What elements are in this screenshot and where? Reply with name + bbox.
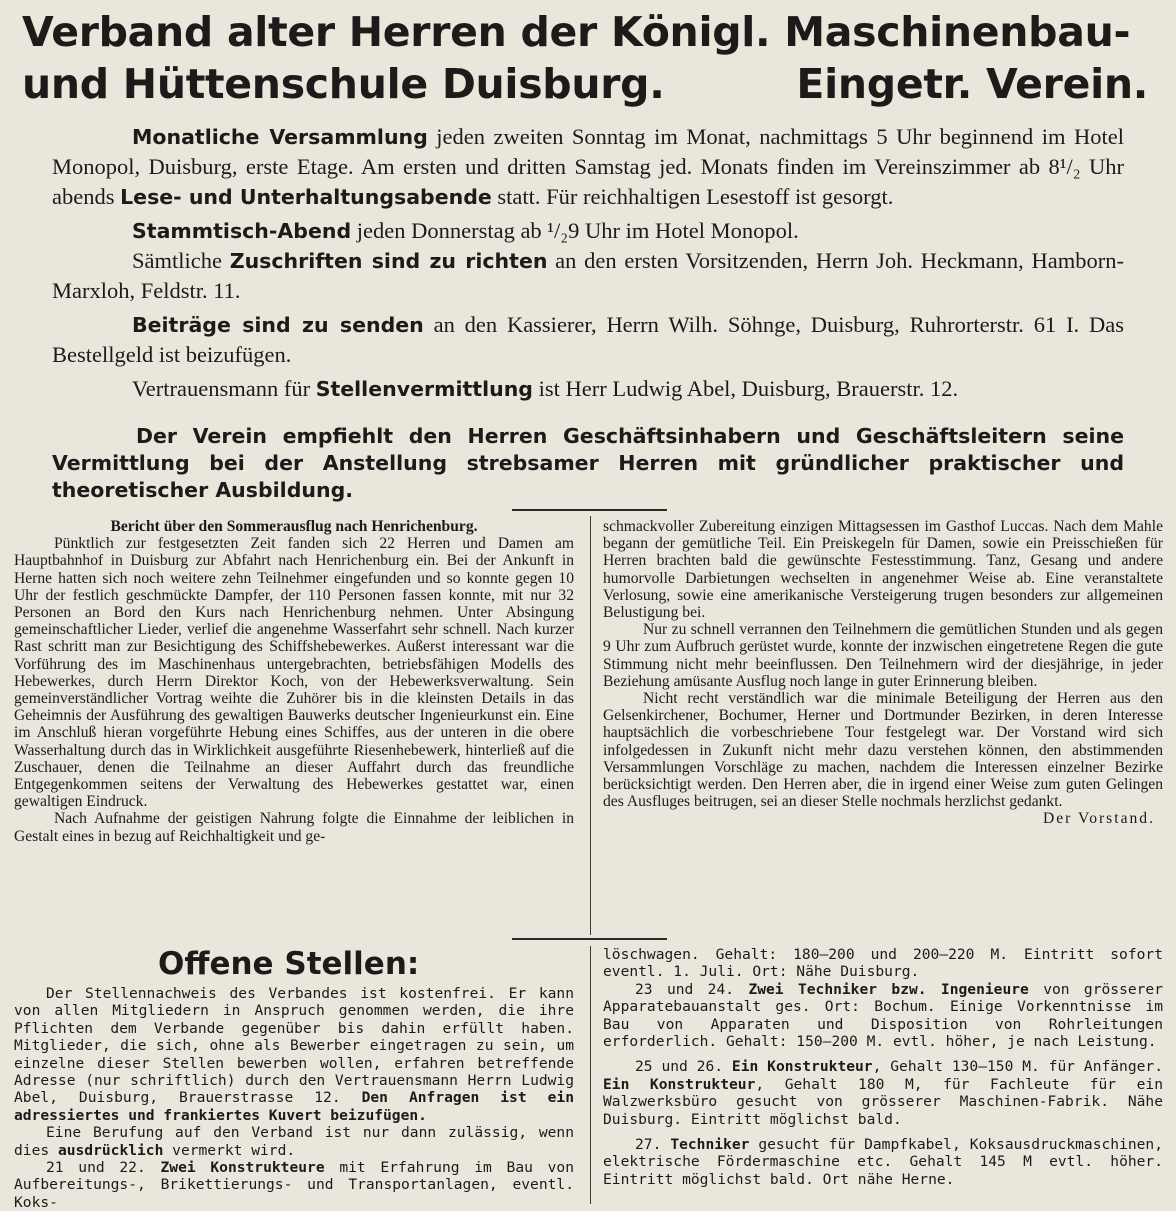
text: , Gehalt 130—150 M. für Anfänger. — [872, 1058, 1163, 1076]
offene-job-23-24 — [603, 981, 1163, 1051]
section-divider — [512, 938, 667, 940]
bold-text: Den Anfragen ist ein adressiertes und frankiertes Kuvert beizufügen. — [14, 1089, 574, 1124]
report-paragraph: Pünktlich zur festgesetzten Zeit fanden sich 22 Herren und Damen am Hauptbahnhof in Duisburg zur Abfahrt nach Henrichenburg ein. Bei der Ankunft in Herne hatten sich noch weitere zehn Teilnehmer eingefunden und so konnte gegen 10 Uhr der festlich geschmückte Dampfer, der 110 Personen fassen konnte, mit nur 32 Personen an Bord den Kurs nach Henrichenburg nehmen. Unter Absingung gemeinschaftlicher Lieder, verlief die angenehme Wasserfahrt sehr schnell. Nach kurzer Rast schritt man zur Besichtigung des Schiffshebewerkes. Außerst interessant war die Vorführung des im Maschinenhaus untergebrachten, betriebsfähigen Modells des Hebewerkes, durch Herrn Direktor Koch, von der Hebewerksverwaltung. Sein gemeinverständlicher Vortrag weihte die Zuhörer bis in die kleinsten Details in das Geheimnis der Ausführung des gewaltigen Bauwerks deutscher Ingenieurkunst ein. Eine im Anschluß hieran vorgeführte Hebung eines Schiffes, aus der unteren in die obere Wasserhaltung durch das in Wirklichkeit ausgeführte Riesenhebewerk, hinterließ auf die Zuschauer, denen die Teilnahme an dieser Auffahrt durch das freundliche Entgegenkommen seitens der Verwaltung des Hebewerkes gestattet war, einen gewaltigen Eindruck. — [14, 535, 574, 811]
text: , Gehalt 180 M, für Fachleute für ein Walzwerksbüro gesucht von grösserer Maschinen-Fabrik. Nähe Duisburg. Eintritt möglichst bald. — [603, 1075, 1163, 1128]
text: ist Herr Ludwig Abel, Duisburg, Brauerstr. 12. — [532, 376, 959, 401]
text: Eine Berufung auf den Verband ist nur dann zulässig, wenn dies — [14, 1124, 574, 1159]
report-signature: Der Vorstand. — [1042, 810, 1155, 828]
bold-text: ausdrücklich — [57, 1141, 164, 1159]
text: vermerkt wird. — [163, 1141, 296, 1159]
report-left-column — [14, 518, 574, 845]
text: jeden zweiten Sonntag im Monat, nachmittags 5 Uhr beginnend im Hotel Monopol, Duisburg, erste Etage. Am ersten und dritten Samstag jed. Monats finden im Vereinszimmer ab 8¹/₂ Uhr abends — [52, 124, 1124, 209]
title-line-2 — [22, 58, 1162, 110]
bold-text: Ein Konstrukteur — [603, 1075, 756, 1093]
text: gesucht für Dampfkabel, Koksausdruckmaschinen, elektrische Fördermaschine etc. Gehalt 145 M evtl. höher. Eintritt möglichst bald. Ort nähe Herne. — [603, 1136, 1163, 1188]
offene-stellen-heading: Offene Stellen: — [158, 946, 420, 982]
text: Vertrauensmann für — [132, 376, 316, 401]
text: an den Kassierer, Herrn Wilh. Söhnge, Duisburg, Ruhrorterstr. 61 I. Das Bestellgeld ist beizufügen. — [52, 312, 1124, 367]
text: statt. Für reichhaltigen Lesestoff ist gesorgt. — [491, 184, 894, 209]
column-divider — [590, 946, 591, 1204]
offene-paragraph — [14, 1124, 574, 1159]
text: 21 und 22. — [46, 1159, 161, 1177]
bold-text: Techniker — [670, 1136, 750, 1154]
intro-section — [52, 122, 1124, 404]
bold-stammtisch: Stammtisch-Abend — [132, 219, 352, 243]
offene-left-column — [14, 985, 574, 1211]
bold-text: Ein Konstrukteur — [731, 1058, 873, 1076]
offene-job-21-22-cont: löschwagen. Gehalt: 180—200 und 200—220 M. Eintritt sofort eventl. 1. Juli. Ort: Nähe Duisburg. — [603, 946, 1163, 981]
report-paragraph: schmackvoller Zubereitung einzigen Mittagsessen im Gasthof Luccas. Nach dem Mahle begann der gemütliche Teil. Ein Preiskegeln für Damen, sowie ein Preisschießen für Herren brachten bald die gewünschte Festesstimmung. Tanz, Gesang und andere humorvolle Darbietungen wechselten in angenehmer Weise ab. Eine veranstaltete Verlosung, sowie eine amerikanische Versteigerung trugen besonders zur allgemeinen Belustigung bei. — [603, 518, 1163, 622]
text: Sämtliche — [132, 248, 230, 273]
report-paragraph: Nach Aufnahme der geistigen Nahrung folgte die Einnahme der leiblichen in Gestalt eines in bezug auf Reichhaltigkeit und ge- — [14, 810, 574, 845]
report-paragraph: Nur zu schnell verrannen den Teilnehmern die gemütlichen Stunden und als gegen 9 Uhr zum Aufbruch gerüstet wurde, konnte der inzwischen eingetretene Regen die gute Stimmung nicht mehr beeinflussen. Den Teilnehmern wird der diesjährige, in jeder Beziehung amüsante Ausflug noch lange in guter Erinnerung bleiben. — [603, 621, 1163, 690]
offene-job-25-26 — [603, 1058, 1163, 1128]
offene-job-21-22 — [14, 1159, 574, 1211]
intro-beitraege-paragraph — [52, 310, 1124, 370]
intro-zuschriften-paragraph — [52, 246, 1124, 306]
text: jeden Donnerstag ab ¹/₂9 Uhr im Hotel Monopol. — [351, 218, 799, 243]
text: 25 und 26. — [635, 1058, 732, 1076]
text: von grösserer Apparatebauanstalt ges. Ort: Bochum. Einige Vorkenntnisse im Bau von Apparaten und Disposition von Rohrleitungen erforderlich. Gehalt: 150—200 M. evtl. höher, je nach Leistung. — [603, 980, 1164, 1051]
section-divider — [512, 509, 667, 511]
bold-stellenvermittlung: Stellenvermittlung — [315, 377, 533, 401]
text: 23 und 24. — [635, 980, 749, 998]
text: Der Stellennachweis des Verbandes ist kostenfrei. Er kann von allen Mitgliedern in Anspruch genommen werden, die ihre Pflichten dem Verbande gegenüber bis dahin erfüllt haben. Mitglieder, die sich, ohne als Bewerber eingetragen zu sein, um einzelne dieser Stellen bewerben wollen, erfahren betreffende Adresse (nur schriftlich) durch den Vertrauensmann Herrn Ludwig Abel, Duisburg, Brauerstrasse 12. — [14, 985, 574, 1107]
text: mit Erfahrung im Bau von Aufbereitungs-, Brikettierungs- und Transportanlagen, eventl. Koks- — [14, 1159, 575, 1211]
bold-meeting: Monatliche Versammlung — [132, 125, 428, 149]
recommendation-paragraph: Der Verein empfiehlt den Herren Geschäftsinhabern und Geschäftsleitern seine Vermittlung bei der Anstellung strebsamer Herren mit gründlicher praktischer und theoretischer Ausbildung. — [52, 424, 1124, 502]
offene-job-27 — [603, 1136, 1163, 1188]
column-divider — [590, 516, 591, 935]
report-paragraph: Nicht recht verständlich war die minimale Beteiligung der Herren aus den Gelsenkirchener, Bochumer, Herner und Dortmunder Bezirken, in deren Interesse hauptsächlich die vorbeschriebene Tour festgelegt war. Der Vorstand wird sich infolgedessen in Zukunft nicht mehr dazu verstehen können, den abstimmenden Versammlungen Vorschläge zu machen, nachdem die Interessen einzelner Bezirke berücksichtigt werden. Den Herren aber, die in irgend einer Weise zum guten Gelingen des Ausfluges beitrugen, sei an dieser Stelle nochmals herzlichst gedankt. — [603, 690, 1163, 811]
bold-text: Zwei Konstrukteure — [160, 1159, 325, 1177]
text: an den ersten Vorsitzenden, Herrn Joh. Heckmann, Hamborn-Marxloh, Feldstr. 11. — [52, 248, 1124, 303]
intro-stellenvermittlung-paragraph — [52, 374, 1124, 404]
report-heading: Bericht über den Sommerausflug nach Henrichenburg. — [110, 518, 478, 535]
bold-zuschriften: Zuschriften sind zu richten — [229, 249, 548, 273]
page-title — [22, 6, 1162, 110]
offene-paragraph — [14, 985, 574, 1124]
bold-text: Zwei Techniker bzw. Ingenieure — [748, 980, 1029, 998]
intro-meeting-paragraph — [52, 122, 1124, 212]
offene-right-column — [603, 946, 1163, 1188]
title-line-2-left: und Hüttenschule Duisburg. — [22, 60, 665, 108]
report-right-column — [603, 518, 1163, 828]
intro-stammtisch-paragraph — [52, 216, 1124, 246]
title-line-2-right: Eingetr. Verein. — [796, 60, 1148, 108]
title-line-1: Verband alter Herren der Königl. Maschinenbau- — [22, 8, 1131, 56]
bold-evenings: Lese- und Unterhaltungsabende — [120, 185, 492, 209]
bold-beitraege: Beiträge sind zu senden — [132, 313, 424, 337]
text: 27. — [635, 1136, 671, 1154]
